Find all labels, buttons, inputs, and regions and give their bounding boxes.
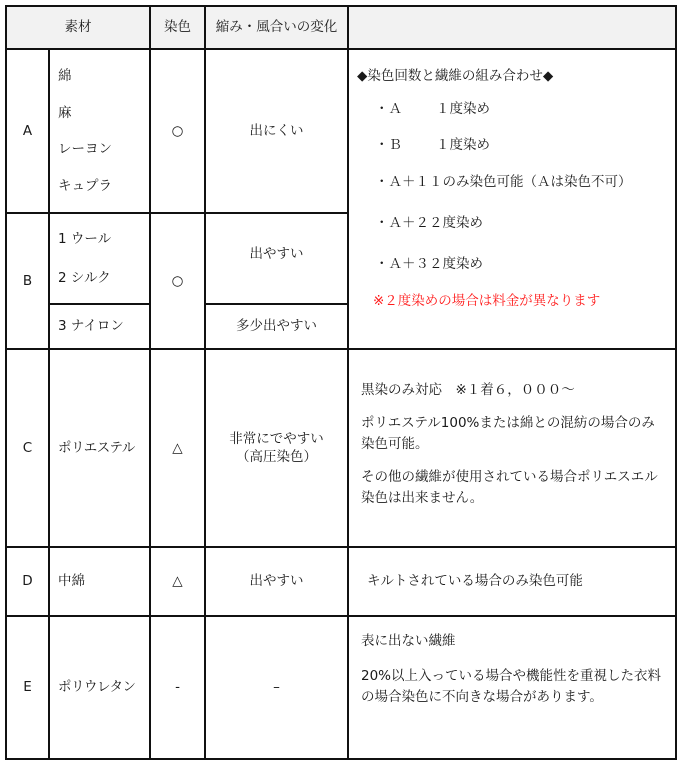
material-linen: 麻 — [58, 104, 72, 121]
dyeing-circle-icon: ○ — [171, 272, 184, 289]
group-d-notes — [347, 546, 677, 615]
group-e-material — [48, 615, 149, 760]
group-d-cell — [5, 546, 48, 615]
polyurethane-unsuitable-note: 20%以上入っている場合や機能性を重視した衣料の場合染色に不向きな場合があります。 — [361, 667, 662, 705]
group-d-dyeing — [149, 546, 204, 615]
group-e-dyeing — [149, 615, 204, 760]
combination-item: ・Ａ＋２２度染め — [375, 214, 483, 231]
combination-title: ◆染色回数と繊維の組み合わせ◆ — [357, 68, 554, 84]
material-wool: 1 ウール — [58, 231, 112, 248]
polyester-blend-note: ポリエステル100%または綿との混紡の場合のみ染色可能。 — [361, 414, 655, 452]
group-c-label: C — [22, 439, 33, 456]
group-a-dyeing — [149, 48, 204, 212]
header-material-label: 素材 — [64, 19, 92, 36]
group-b-dyeing — [149, 212, 204, 348]
dyeing-triangle-icon: △ — [172, 573, 183, 590]
group-b-shrink-text: 出やすい — [249, 246, 304, 263]
group-b-shrink-3 — [204, 303, 347, 348]
combination-item: ・Ｂ １度染め — [375, 136, 490, 153]
combination-notes-cell — [347, 48, 677, 348]
dyeing-dash: - — [175, 679, 180, 696]
group-e-shrink — [204, 615, 347, 760]
header-shrink-label: 縮み・風合いの変化 — [215, 19, 338, 36]
material-cotton: 綿 — [58, 68, 72, 85]
material-polyester: ポリエステル — [58, 439, 135, 456]
dyeing-triangle-icon: △ — [172, 439, 183, 456]
header-material — [5, 5, 149, 48]
group-a-label: A — [22, 122, 33, 139]
group-a-shrink-text: 出にくい — [249, 122, 304, 139]
group-c-material — [48, 348, 149, 546]
material-silk: 2 シルク — [58, 269, 111, 286]
group-e-cell — [5, 615, 48, 760]
header-dyeing-label: 染色 — [164, 19, 191, 36]
batting-quilted-note: キルトされている場合のみ染色可能 — [367, 573, 583, 590]
group-c-dyeing — [149, 348, 204, 546]
group-b-shrink-1-2 — [204, 212, 347, 303]
header-dyeing — [149, 5, 204, 48]
combination-item: ・Ａ １度染め — [375, 100, 490, 117]
header-shrink — [204, 5, 347, 48]
header-notes — [347, 5, 677, 48]
dyeing-material-table — [5, 5, 677, 760]
group-b-shrink-3-text: 多少出やすい — [236, 318, 317, 335]
material-polyurethane: ポリウレタン — [58, 679, 136, 696]
group-e-shrink-text: – — [273, 679, 280, 696]
group-b-material-3 — [48, 303, 149, 348]
material-rayon: レーヨン — [58, 141, 112, 158]
group-d-shrink — [204, 546, 347, 615]
polyurethane-hidden-fiber-note: 表に出ない繊維 — [361, 633, 456, 649]
group-b-cell — [5, 212, 48, 348]
polyester-other-fiber-note: その他の繊維が使用されている場合ポリエスエル染色は出来ません。 — [361, 468, 658, 506]
group-d-shrink-text: 出やすい — [249, 573, 304, 590]
group-e-label: E — [23, 679, 32, 696]
group-d-label: D — [22, 573, 33, 590]
group-c-notes — [347, 348, 677, 546]
double-dye-price-warning: ※２度染めの場合は料金が異なります — [373, 292, 601, 309]
group-a-materials — [48, 48, 149, 212]
group-a-shrink — [204, 48, 347, 212]
group-e-notes — [347, 615, 677, 760]
material-nylon: 3 ナイロン — [58, 318, 124, 335]
material-cupro: キュプラ — [58, 177, 112, 194]
group-c-shrink — [204, 348, 347, 546]
combination-item: ・Ａ＋３２度染め — [375, 255, 483, 272]
group-b-label: B — [22, 272, 33, 289]
group-d-material — [48, 546, 149, 615]
group-c-shrink-line1: 非常にでやすい — [229, 430, 324, 447]
dyeing-circle-icon: ○ — [171, 122, 184, 139]
material-batting: 中綿 — [58, 573, 85, 590]
group-c-cell — [5, 348, 48, 546]
group-b-materials-1-2 — [48, 212, 149, 303]
polyester-black-only-note: 黒染のみ対応 ※１着６，０００～ — [361, 382, 575, 398]
combination-item: ・Ａ＋１１のみ染色可能（Ａは染色不可） — [375, 173, 632, 190]
group-c-shrink-line2: （高圧染色） — [236, 449, 317, 465]
group-a-cell — [5, 48, 48, 212]
